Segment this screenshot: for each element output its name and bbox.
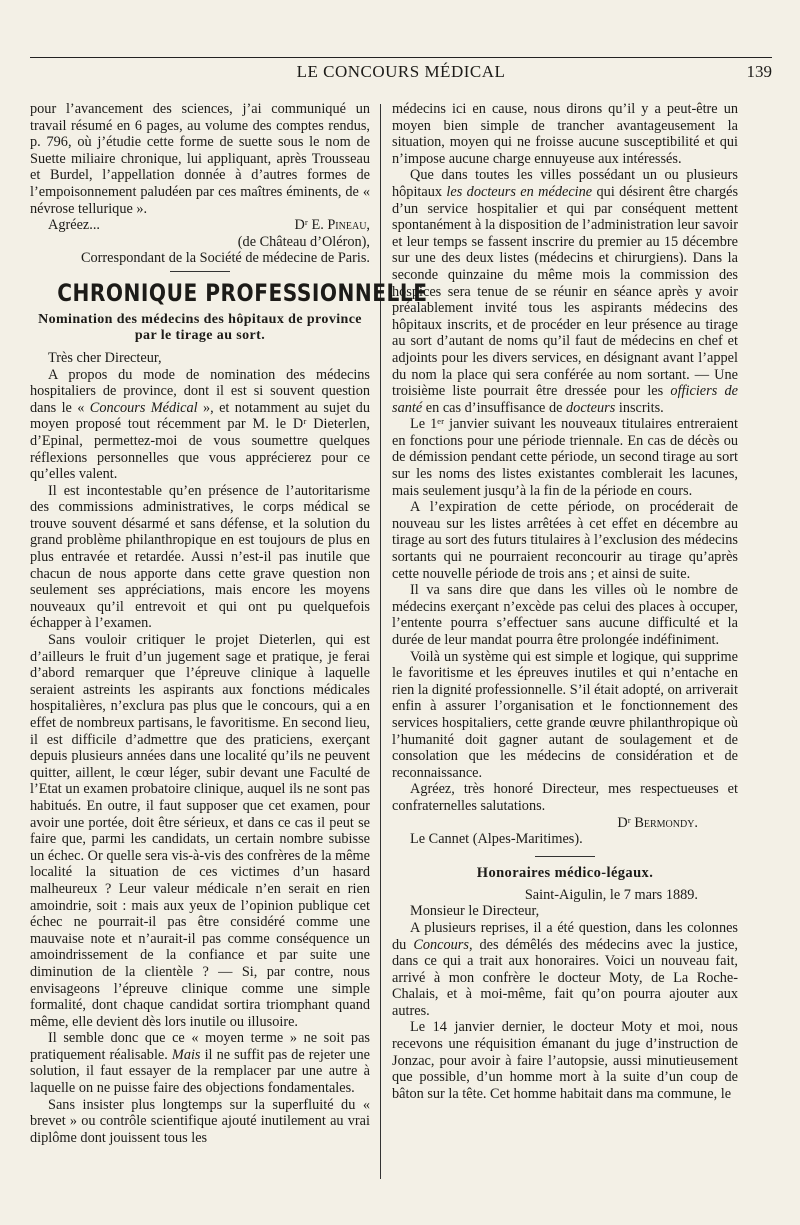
text: il ne suffit pas de rejeter une solution, il faut essayer de la remplacer par une autre à laquelle on ne puisse faire des objections fondamentales. <box>30 1046 370 1097</box>
separator <box>170 271 230 272</box>
paragraph: Le 1ᵉʳ janvier suivant les nouveaux titulaires entreraient en fonctions pour une période triennale. En cas de décès ou de démission pendant cette période, un second tirage au sort sur les noms des listes existantes comblerait les lacunes, mais seulement jusqu’à la fin de la période en cours. <box>392 416 738 499</box>
text: , des démêlés des médecins avec la justice, dans ce qui a trait aux honoraires. Voici un nouveau fait, arrivé à mon confrère le docteur Moty, de La Roche-Chalais, et à moi-même, fait qu’on pourra ajouter aux autres. <box>392 936 738 1019</box>
text: A plusieurs reprises, il a été question, dans les colonnes du <box>392 919 738 953</box>
paragraph: Sans insister plus longtemps sur la superfluité du « brevet » ou contrôle scientifique ajouté inutilement au vrai diplôme dont jouissent tous les <box>30 1096 370 1146</box>
text: », et notamment au sujet du moyen proposé tout récemment par M. le Dʳ Dieterlen, d’Epinal, permettez-moi de vous soumettre quelques réflexions personnelles que vous apprécierez pour ce qu’elles valent. <box>30 399 370 483</box>
signature-name: Dʳ Bermondy. <box>617 814 698 831</box>
paragraph: Le 14 janvier dernier, le docteur Moty et moi, nous recevons une réquisition émanant du juge d’instruction de Jonzac, pour avoir à faire l’autopsie, aussi minutieusement que possible, d’un homme mort à la suite d’un coup de bâton sur la tête. Cet homme habitait dans ma commune, le <box>392 1019 738 1102</box>
page-header <box>30 62 772 86</box>
italic-text: docteurs <box>566 399 616 416</box>
header-rule <box>30 57 772 58</box>
text: Il semble donc que ce « moyen terme » ne soit pas pratiquement réalisable. <box>30 1030 370 1063</box>
paragraph <box>30 1030 370 1096</box>
paragraph <box>30 367 370 483</box>
page-number: 139 <box>746 62 772 81</box>
paragraph: Agréez, très honoré Directeur, mes respectueuses et confraternelles salutations. <box>392 781 738 814</box>
paragraph: Il va sans dire que dans les villes où le nombre de médecins exerçant n’excède pas celui des places à occuper, l’entente pourra s’effectuer sans aucune difficulté et la durée de leur mandat pourra être prolongée indéfiniment. <box>392 582 738 648</box>
signature-place: Le Cannet (Alpes-Maritimes). <box>410 831 583 848</box>
section-title: CHRONIQUE PROFESSIONNELLE <box>57 278 428 307</box>
text: en cas d’insuffisance de <box>422 399 567 416</box>
journal-title: LE CONCOURS MÉDICAL <box>296 62 506 81</box>
italic-text: officiers de santé <box>392 383 738 416</box>
right-column <box>392 101 738 1102</box>
paragraph <box>392 167 738 416</box>
text: A propos du mode de nomination des médecins hospitaliers de province, dont il est si souvent question dans le « <box>30 366 370 416</box>
salutation: Très cher Directeur, <box>48 349 162 366</box>
column-divider <box>380 104 381 1179</box>
closing: Agréez... <box>48 217 100 234</box>
italic-text: Concours <box>413 936 469 953</box>
dateline: Saint-Aigulin, le 7 mars 1889. <box>524 886 698 903</box>
paragraph: Sans vouloir critiquer le projet Dieterlen, qui est d’ailleurs le fruit d’un jugement sage et pratique, je ferai d’abord remarquer que l’épreuve clinique à laquelle seraient astreints les aspirants aux fonctions médicales hospitalières, n’exclura pas plus que le concours, qui a en effet de nombreux partisans, le favoritisme. En second lieu, il est difficile d’admettre que des praticiens, exerçant depuis plusieurs années dans une localité qu’ils ne peuvent quitter, aillent, le cœur léger, subir devant une Faculté de l’Etat un examen probatoire clinique, auquel ils ne sont pas habitués. En outre, il faut supposer que cet examen, pour avoir une portée, doit être sérieux, et dans ce cas il peut se faire que, parmi les candidats, un certain nombre subisse un échec. Or quelle sera vis-à-vis des confrères de la même localité la situation de ces victimes d’un hasard malheureux ? Leur valeur médicale n’en serait en rien amoindrie, soit : mais aux yeux de l’opinion publique cet échec ne pourrait-il pas être considéré comme une mauvaise note et n’aurait-il pas comme conséquence un amoindrissement de la confiance et par suite une diminution de la clientèle ? — Si, par contre, nous envisageons l’épreuve clinique comme une simple formalité, dont chaque candidat sortira triomphant quand même, elle devient dès lors inutile ou illusoire. <box>30 632 370 1030</box>
text: inscrits. <box>615 399 664 416</box>
paragraph: médecins ici en cause, nous dirons qu’il y a peut-être un moyen bien simple de trancher avantageusement la situation, moyen qui ne froisse aucune susceptibilité et qui n’impose aucune charge ennuyeuse aux intéressés. <box>392 101 738 167</box>
signature-affiliation: Correspondant de la Société de médecine de Paris. <box>80 250 370 267</box>
separator <box>535 856 595 857</box>
italic-text: les docteurs en médecine <box>446 183 593 200</box>
paragraph: Il est incontestable qu’en présence de l’autoritarisme des commissions administratives, le corps médical se trouve souvent désarmé et sans défense, et la solution du grand problème philanthropique en est toujours de plus en plus entravée et retardée. Aussi n’est-il pas inutile que chacun de nous apporte dans cette grave question non seulement ses appréciations, mais encore les moyens nouveaux qu’il entrevoit et qui ont pu quelquefois échapper à l’examen. <box>30 482 370 632</box>
left-column <box>30 101 428 1146</box>
signature-name: Dʳ E. Pineau, <box>294 217 370 234</box>
paragraph: A l’expiration de cette période, on procéderait de nouveau sur les listes arrêtées à cet effet en décembre au tirage au sort des futurs titulaires à l’exclusion des médecins sortants qui ne pourraient reconcourir au tirage qu’après cette nouvelle période de trois ans ; et ainsi de suite. <box>392 499 738 582</box>
text: qui désirent être chargés d’un service hospitalier et qui par conséquent mettent spontanément à la disposition de l’administration leur savoir et leur temps se fassent inscrire du premier au 15 décembre sur une des deux listes (médecins et chirurgiens). Dans la seconde quinzaine du même mois la commission des hospices sera tenue de se réunir en séance après y avoir préalablement invité tous les aspirants médecins des hôpitaux inscrits, et de procéder en leur présence au tirage au sort d’autant de noms qu’il faut de médecins en chef et adjoints pour les divers services, en désignant avant l’appel du nom la place qui sera conférée au nom sortant. — Une troisième liste pourrait être dressée pour les <box>392 183 739 400</box>
paragraph: Voilà un système qui est simple et logique, qui supprime le favoritisme et les épreuves inutiles et qui n’entache en rien la dignité professionnelle. S’il était adopté, on arriverait enfin à assurer l’organisation et le fonctionnement des services hospitaliers, cette grande œuvre philanthropique où l’humanité doit gagner autant de soulagement et de consolation que les médecins de considération et de reconnaissance. <box>392 648 738 781</box>
italic-text: Concours Médical <box>89 399 198 416</box>
text: Que dans toutes les villes possédant un ou plusieurs hôpitaux <box>392 167 738 200</box>
signature-place: (de Château d’Oléron), <box>237 233 370 250</box>
paragraph <box>392 920 738 1020</box>
paragraph: pour l’avancement des sciences, j’ai communiqué un travail résumé en 6 pages, au volume des comptes rendus, p. 796, où j’étudie cette forme de suette sous le nom de Suette miliaire chronique, lui appliquant, après Trousseau et Burdel, l’appellation donnée à d’autres formes de l’empoisonnement paludéen par ces maîtres éminents, de « névrose tellurique ». <box>30 101 370 217</box>
article-subtitle: Nomination des médecins des hôpitaux de province par le tirage au sort. <box>38 311 362 343</box>
article-title: Honoraires médico-légaux. <box>476 864 654 881</box>
italic-text: Mais <box>171 1046 201 1063</box>
salutation: Monsieur le Directeur, <box>410 903 540 920</box>
